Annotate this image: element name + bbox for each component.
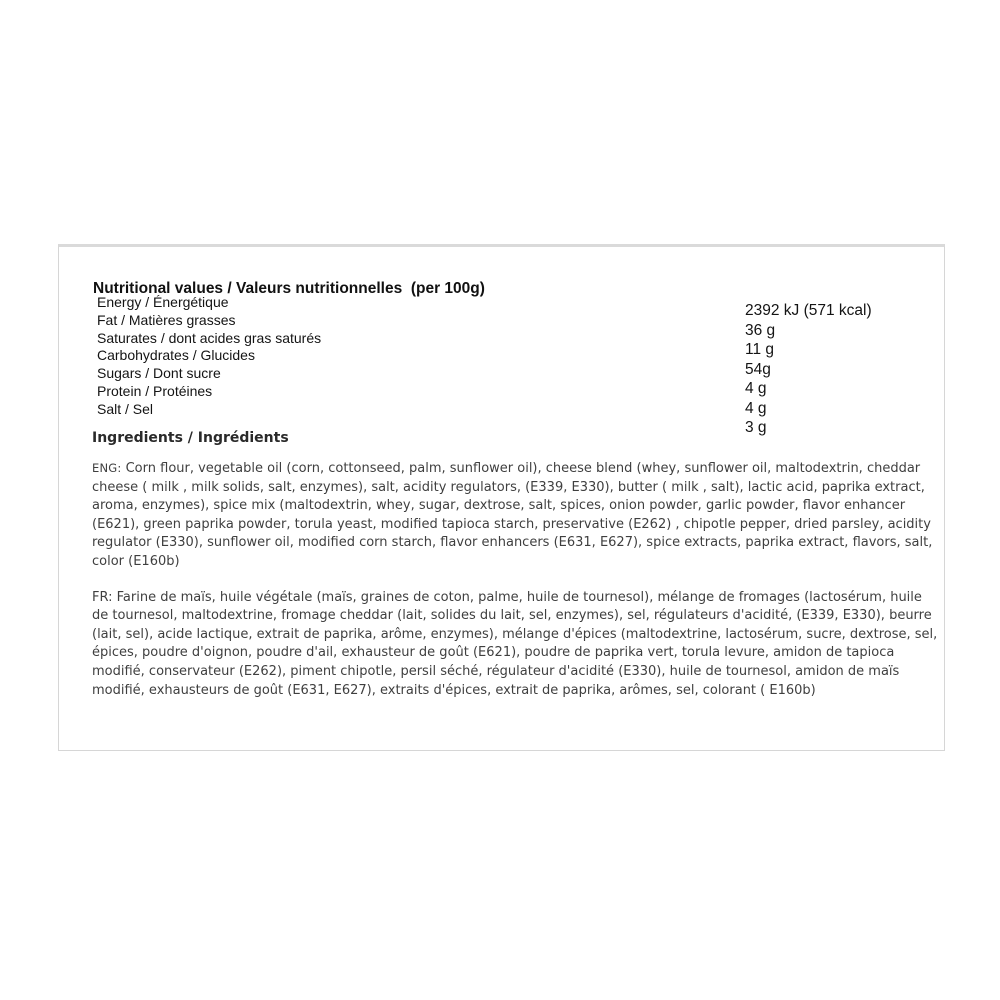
nutrient-labels-column xyxy=(97,294,321,419)
nutrient-label-carbohydrates: Carbohydrates / Glucides xyxy=(97,347,255,364)
nutrient-value-sugars: 4 g xyxy=(745,380,767,397)
nutrient-value-fat: 36 g xyxy=(745,321,776,339)
nutrient-label-energy: Energy / Énergétique xyxy=(97,294,229,310)
nutrient-value-salt: 3 g xyxy=(745,419,767,436)
ingredients-heading: Ingredients / Ingrédients xyxy=(92,430,289,446)
language-tag-eng: ENG: xyxy=(92,461,122,475)
nutrient-value-carbohydrates: 54g xyxy=(745,360,771,378)
nutrient-label-saturates: Saturates / dont acides gras saturés xyxy=(97,329,322,346)
ingredients-paragraph-fr xyxy=(92,589,942,701)
ingredients-paragraph-eng xyxy=(92,459,942,572)
nutrient-value-energy: 2392 kJ (571 kcal) xyxy=(745,302,872,319)
nutrient-value-protein: 4 g xyxy=(745,399,767,417)
nutrient-label-fat: Fat / Matières grasses xyxy=(97,311,236,328)
nutrient-label-sugars: Sugars / Dont sucre xyxy=(97,365,221,382)
nutrition-label-panel xyxy=(58,244,945,751)
ingredients-text-fr: Farine de maïs, huile végétale (maïs, graines de coton, palme, huile de tournesol), mélange de fromages (lactosérum, huile de tournesol, maltodextrine, fromage cheddar (lait, solides du lait, sel, enzymes), sel, régulateurs d'acidité, (E339, E330), beurre (lait, sel), acide lactique, extrait de paprika, arôme, enzymes), mélange d'épices (maltodextrine, lactosérum, sucre, dextrose, sel, épices, poudre d'oignon, poudre d'ail, exhausteur de goût (E621), poudre de paprika vert, torula levure, amidon de tapioca modifié, conservateur (E262), piment chipotle, persil séché, régulateur d'acidité (E330), huile de tournesol, amidon de maïs modifié, exhausteurs de goût (E631, E627), extraits d'épices, extrait de paprika, arômes, sel, colorant ( E160b) xyxy=(92,589,938,698)
nutrient-value-saturates: 11 g xyxy=(745,341,775,358)
nutrient-values-column xyxy=(745,301,872,438)
ingredients-text-eng: Corn flour, vegetable oil (corn, cottonseed, palm, sunflower oil), cheese blend (whey, sunflower oil, maltodextrin, cheddar cheese ( milk , milk solids, salt, enzymes), salt, acidity regulators, (E339, E330), butter ( milk , salt), lactic acid, paprika extract, aroma, enzymes), spice mix (maltodextrin, whey, sugar, dextrose, salt, spices, onion powder, garlic powder, flavor enhancer (E621), green paprika powder, torula yeast, modified tapioca starch, preservative (E262) , chipotle pepper, dried parsley, acidity regulator (E330), sunflower oil, modified corn starch, flavor enhancers (E631, E627), spice extracts, paprika extract, flavors, salt, color (E160b) xyxy=(92,461,933,569)
ingredients-block xyxy=(92,459,942,700)
nutrition-title: Nutritional values / Valeurs nutritionnelles (per 100g) xyxy=(93,280,485,297)
nutrient-label-salt: Salt / Sel xyxy=(97,400,154,417)
nutrient-label-protein: Protein / Protéines xyxy=(97,382,213,399)
language-tag-fr: FR: xyxy=(92,589,113,605)
